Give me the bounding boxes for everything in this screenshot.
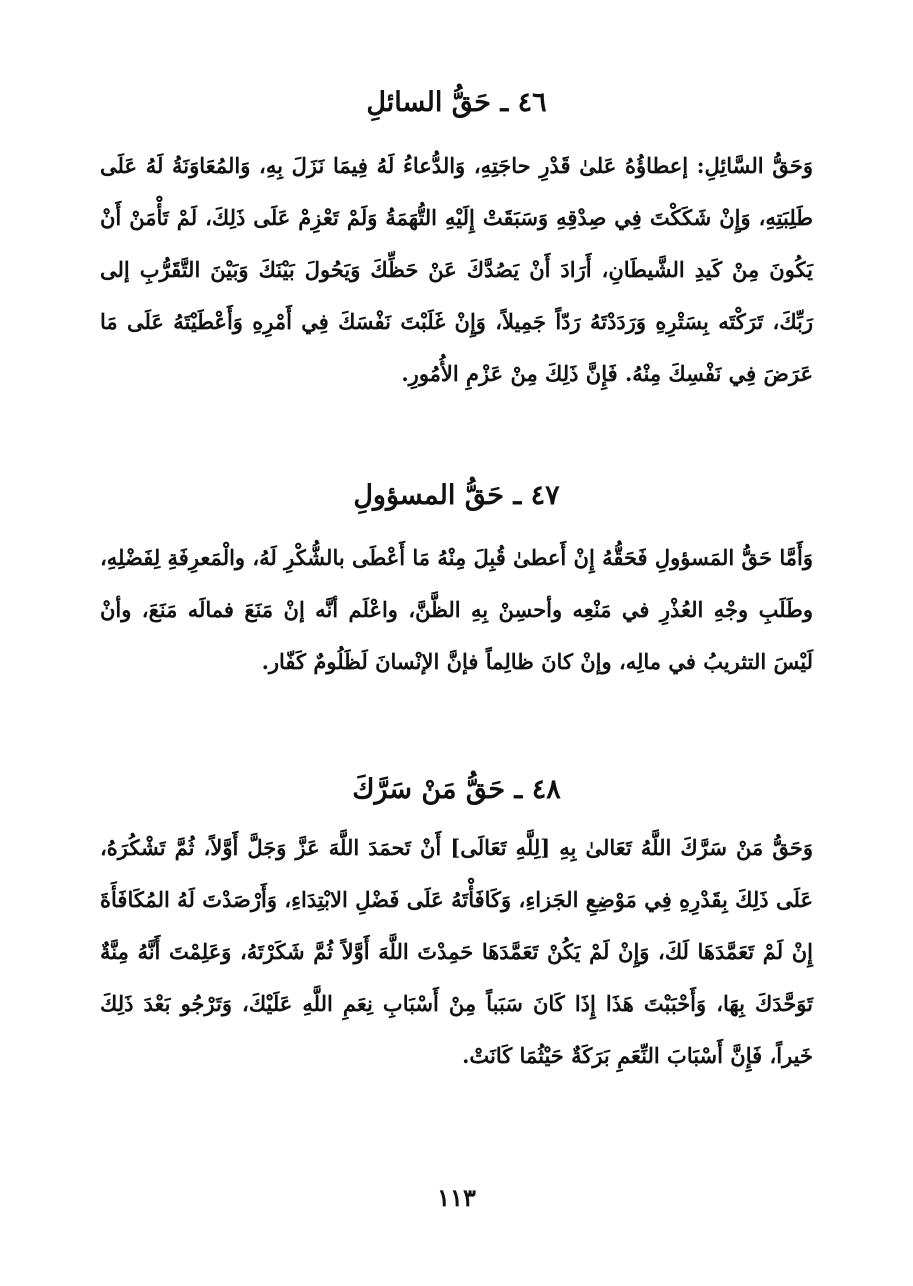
- section-title-47: ٤٧ ـ حَقُّ المسؤولِ: [353, 480, 560, 511]
- section-text-46: وَحَقُّ السَّائِلِ: إعطاؤُهُ عَلىٰ قَدْرِ حاجَتِهِ، وَالدُّعاءُ لَهُ فِيمَا نَزَلَ بِهِ، وَالمُعَاوَنَةُ لَهُ عَلَى طَلِبَتِهِ، وَإِنْ شَكَكْتَ فِي صِدْقِهِ وَسَبَقَتْ إِلَيْهِ التُّهَمَةُ وَلَمْ تَعْزِمْ عَلَى ذَلِكَ، لَمْ تَأْمَنْ أَنْ يَكُونَ مِنْ كَيدِ الشَّيطَانِ، أَرَادَ أَنْ يَصُدَّكَ عَنْ حَظِّكَ وَيَحُولَ بَيْنَكَ وَبَيْنَ التَّقَرُّبِ إلى رَبِّكَ، تَرَكْتَه بِسَتْرِهِ وَرَدَدْتَهُ رَدّاً جَمِيلاً، وَإِنْ غَلَبْتَ نَفْسَكَ فِي أَمْرِهِ وَأَعْطَيْتَهُ عَلَى مَا عَرَضَ فِي نَفْسِكَ مِنْهُ. فَإِنَّ ذَلِكَ مِنْ عَزْمِ الأُمُورِ.: [100, 153, 813, 386]
- page-number: ١١٣: [437, 1183, 476, 1212]
- section-title-46: ٤٦ ـ حَقُّ السائلِ: [366, 87, 547, 118]
- section-title-48: ٤٨ ـ حَقُّ مَنْ سَرَّكَ: [352, 774, 561, 805]
- section-text-47: وَأَمَّا حَقُّ المَسؤولِ فَحَقُّهُ إِنْ أَعطىٰ قُبِلَ مِنْهُ مَا أَعْطَى بالشُّكْرِ لَهُ، والْمَعرِفَةِ لِفَضْلِهِ، وطَلَبِ وجْهِ العُذْرِ في مَنْعِه وأحسِنْ بِهِ الظَّنَّ، واعْلَم أنَّه إنْ مَنَعَ فمالَه مَنَعَ، وأنْ لَيْسَ التثريبُ في مالِه، وإنْ كانَ ظالِماً فإنَّ الإنْسانَ لَظَلُومٌ كَفّار.: [100, 545, 813, 674]
- section-text-48: وَحَقُّ مَنْ سَرَّكَ اللَّهُ تَعَالىٰ بِهِ [لِلَّهِ تَعَالَى] أَنْ تَحمَدَ اللَّهَ عَزَّ وَجَلَّ أَوَّلاً، ثُمَّ تَشْكُرَهُ، عَلَى ذَلِكَ بِقَدْرِهِ فِي مَوْضِعِ الجَزاءِ، وَكَافَأْتَهُ عَلَى فَضْلِ الابْتِدَاءِ، وَأَرْصَدْتَ لَهُ المُكَافَأَةَ إِنْ لَمْ تَعَمَّدَهَا لَكَ، وَإِنْ لَمْ يَكُنْ تَعَمَّدَهَا حَمِدْتَ اللَّهَ أَوَّلاً ثُمَّ شَكَرْتَهُ، وَعَلِمْتَ أَنَّهُ مِنَّةٌ تَوَحَّدَكَ بِهَا، وَأَحْبَبْتَ هَذَا إِذَا كَانَ سَبَباً مِنْ أَسْبَابِ نِعَمِ اللَّهِ عَلَيْكَ، وَتَرْجُو بَعْدَ ذَلِكَ خَيراً، فَإِنَّ أَسْبَابَ النِّعَمِ بَرَكَةٌ حَيْثُمَا كَانَتْ.: [100, 835, 814, 1068]
